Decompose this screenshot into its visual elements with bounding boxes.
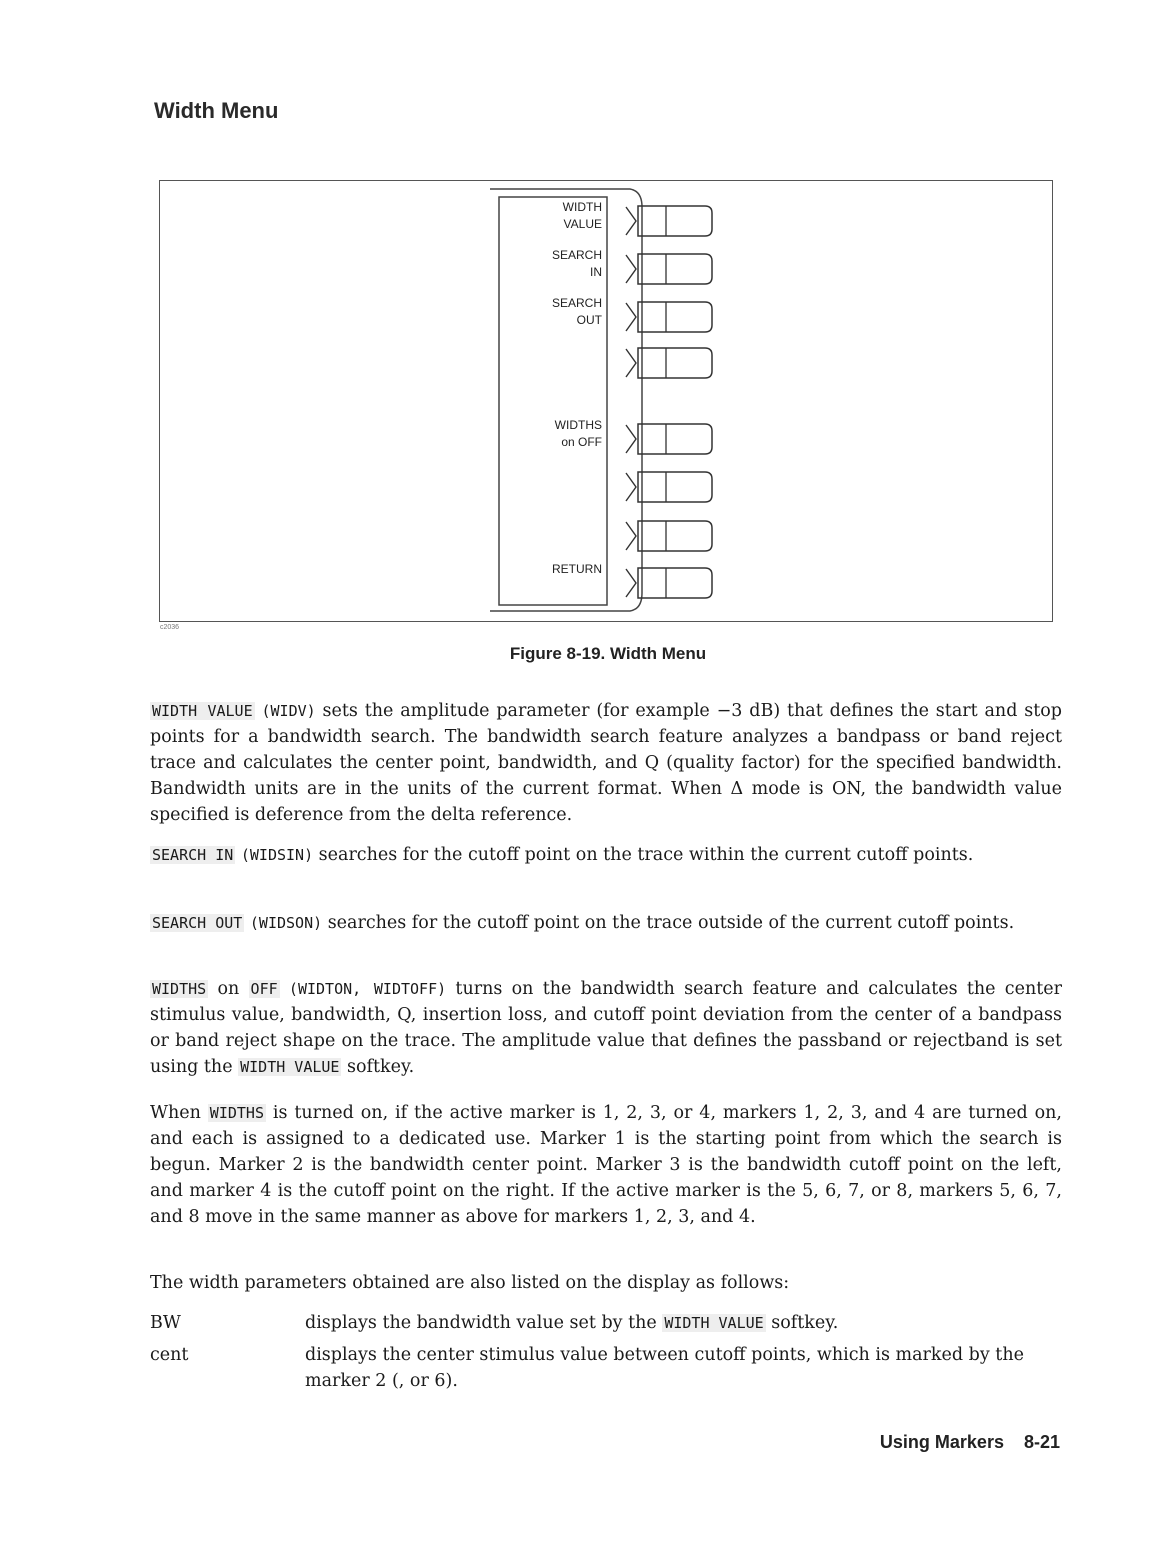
paragraph-width-parameters: The width parameters obtained are also listed on the display as follows: [150, 1273, 790, 1293]
softkey-diagram [160, 181, 1054, 623]
softkey-ref-off: OFF [250, 980, 278, 998]
softkey-ref-width-value: WIDTH VALUE [152, 702, 253, 720]
softkey-label: WIDTHS [554, 418, 602, 432]
softkey-label: RETURN [552, 562, 602, 576]
paragraph-search-in [150, 842, 1062, 868]
on-label: on [208, 979, 249, 999]
figure-frame [159, 180, 1053, 622]
softkey-ref-search-out: SEARCH OUT [152, 914, 243, 932]
softkey-label: SEARCH [551, 296, 602, 310]
softkey-5[interactable] [555, 418, 712, 454]
softkey-label: VALUE [563, 217, 602, 231]
command-ref: (WIDSIN) [240, 846, 314, 864]
softkey-ref-widths: WIDTHS [152, 980, 207, 998]
softkey-3[interactable] [552, 296, 712, 332]
softkey-label: WIDTH [562, 200, 602, 214]
paragraph-search-out [150, 910, 1062, 936]
command-ref: (WIDV) [261, 702, 316, 720]
paragraph-widths-markers [150, 1100, 1062, 1230]
softkey-ref-width-value: WIDTH VALUE [240, 1058, 340, 1076]
paragraph-text: searches for the cutoff point on the trace within the current cutoff points. [313, 845, 974, 865]
definition-bw [150, 1310, 1062, 1340]
command-ref: (WIDTON, WIDTOFF) [288, 980, 447, 998]
softkey-2[interactable] [552, 248, 712, 284]
paragraph-text-end: softkey. [341, 1057, 415, 1077]
softkey-ref-width-value: WIDTH VALUE [664, 1314, 764, 1332]
softkey-6[interactable] [626, 472, 712, 502]
softkey-ref-search-in: SEARCH IN [152, 846, 234, 864]
paragraph-text: searches for the cutoff point on the trace outside of the current cutoff points. [322, 913, 1015, 933]
softkey-label: IN [590, 265, 602, 279]
paragraph-text: is turned on, if the active marker is 1, 2, 3, or 4, markers 1, 2, 3, and 4 are turned on, and each is assigned to a dedicated use. Marker 1 is the starting point from which the search is begun. Marker 2 is the bandwidth center point. Marker 3 is the bandwidth cutoff point on the left, and marker 4 is the cutoff point on the right. If the active marker is the 5, 6, 7, or 8, markers 5, 6, 7, and 8 move in the same manner as above for markers 1, 2, 3, and 4. [150, 1103, 1062, 1227]
softkey-label: OUT [576, 313, 602, 327]
page-number: 8-21 [1023, 1432, 1060, 1452]
softkey-7[interactable] [626, 521, 712, 551]
softkey-4[interactable] [626, 348, 712, 378]
paragraph-text: sets the amplitude parameter (for example −3 dB) that defines the start and stop points for a bandwidth search. The bandwidth search feature analyzes a bandpass or band reject trace and calculates the center point, bandwidth, and Q (quality factor) for the specified bandwidth. Bandwidth units are in the units of the current format. When Δ mode is ON, the bandwidth value specified is deference from the delta reference. [150, 701, 1062, 825]
command-ref: (WIDSON) [249, 914, 323, 932]
softkey-label: SEARCH [551, 248, 602, 262]
definition-cent [150, 1342, 1062, 1398]
softkey-1[interactable] [563, 200, 712, 236]
section-heading: Width Menu [154, 98, 279, 123]
softkey-8[interactable] [552, 562, 712, 598]
definition-description: displays the center stimulus value between cutoff points, which is marked by the marker 2 (, or 6). [305, 1345, 1024, 1391]
softkey-label: on OFF [561, 435, 602, 449]
figure-id: c2036 [160, 624, 180, 631]
figure-caption: Figure 8-19. Width Menu [509, 644, 707, 663]
paragraph-width-value [150, 698, 1062, 828]
footer-section: Using Markers [879, 1432, 1004, 1452]
page-footer [860, 1432, 1060, 1453]
paragraph-widths-on-off [150, 976, 1062, 1080]
paragraph-text-pre: When [150, 1103, 208, 1123]
definition-term: BW [150, 1313, 181, 1333]
paragraph-text: turns on the bandwidth search feature and calculates the center stimulus value, bandwidth, Q, insertion loss, and cutoff point deviation from the center of a bandpass or band reject shape on the trace. The amplitude value that defines the passband or rejectband is set using the [150, 979, 1062, 1077]
definition-term: cent [150, 1345, 189, 1365]
definition-description: displays the bandwidth value set by the WIDTH VALUE softkey. [305, 1313, 839, 1333]
softkey-ref-widths: WIDTHS [209, 1104, 264, 1122]
